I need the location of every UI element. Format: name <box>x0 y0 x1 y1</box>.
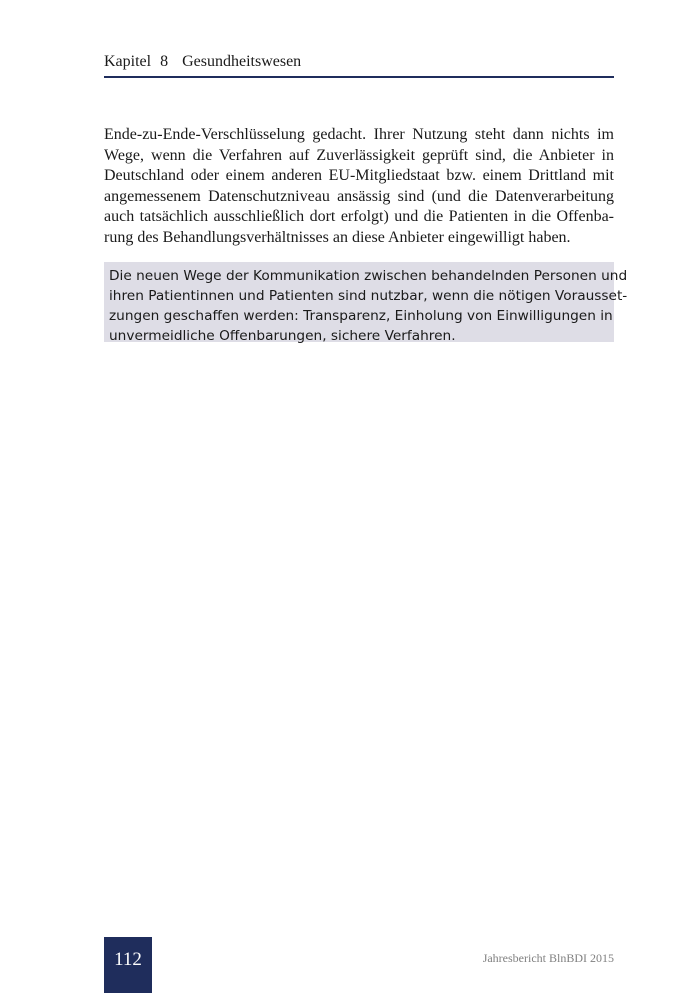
body-line: rung des Behandlungsverhältnisses an diese Anbieter eingewilligt haben. <box>104 228 571 246</box>
summary-line: unvermeidliche Offenbarungen, sichere Verfahren. <box>109 328 456 344</box>
page-number: 112 <box>114 949 142 970</box>
body-line: Deutschland oder einem anderen EU-Mitgliedstaat bzw. einem Drittland mit <box>104 167 614 185</box>
body-line: Ende-zu-Ende-Verschlüsselung gedacht. Ihrer Nutzung steht dann nichts im <box>104 126 614 143</box>
body-line: auch tatsächlich ausschließlich dort erfolgt) und die Patienten in die Offenba- <box>104 208 614 226</box>
summary-line: Die neuen Wege der Kommunikation zwischen behandelnden Personen und <box>109 268 628 284</box>
page-number-box <box>104 937 152 993</box>
body-line: Wege, wenn die Verfahren auf Zuverlässigkeit geprüft sind, die Anbieter in <box>104 146 614 164</box>
chapter-number: 8 <box>160 53 169 70</box>
summary-line: zungen geschaffen werden: Transparenz, Einholung von Einwilligungen in <box>109 308 613 324</box>
summary-line: ihren Patientinnen und Patienten sind nutzbar, wenn die nötigen Vorausset- <box>109 288 628 304</box>
footer-publication: Jahresbericht BlnBDI 2015 <box>482 951 614 965</box>
body-paragraph <box>104 125 614 249</box>
chapter-title: Gesundheitswesen <box>182 53 302 70</box>
body-line: angemessenem Datenschutzniveau ansässig sind (und die Datenverarbeitung <box>104 187 614 205</box>
summary-box <box>104 262 628 344</box>
chapter-label: Kapitel <box>104 53 152 70</box>
running-header <box>104 52 614 78</box>
